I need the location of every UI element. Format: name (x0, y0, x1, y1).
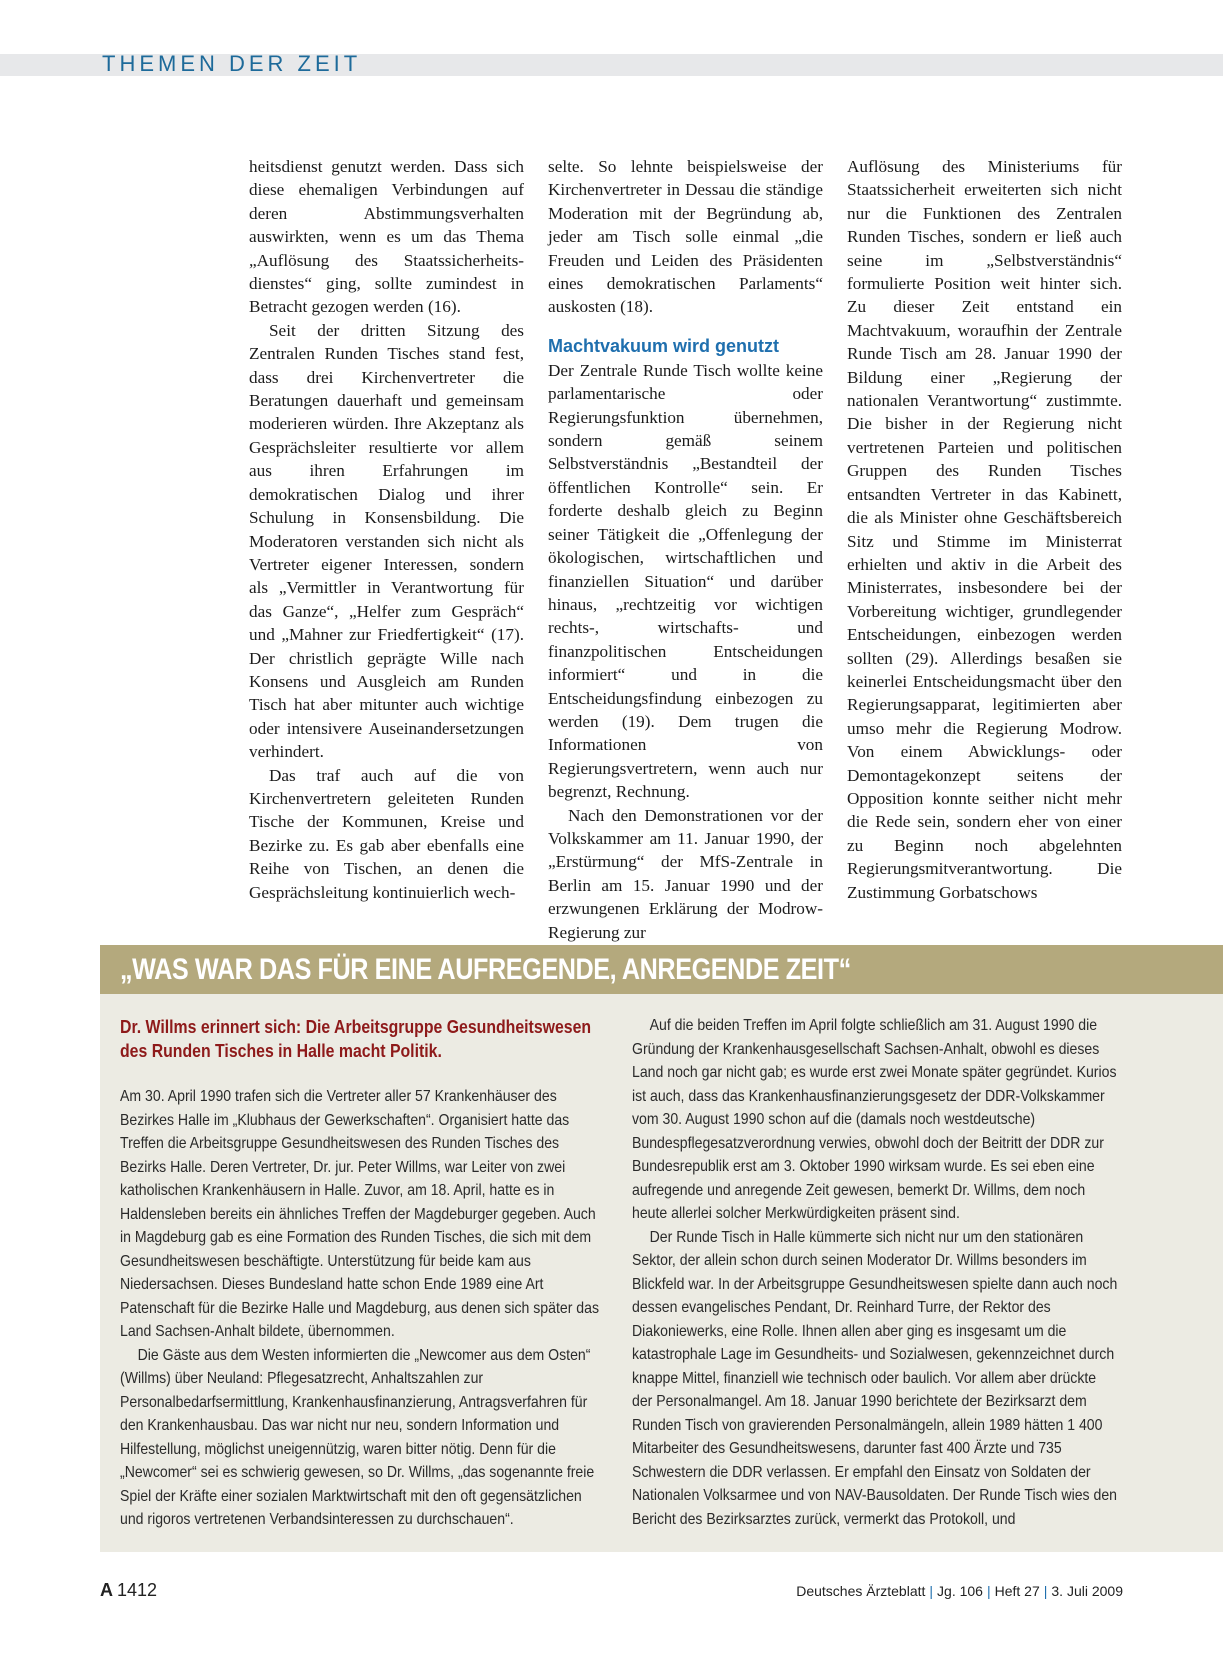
sidebar-paragraph (120, 1085, 608, 1344)
section-label: THEMEN DER ZEIT (102, 51, 362, 76)
article-paragraph: Das traf auch auf die von Kirchenvertretern geleiteten Runden Tische der Kommunen, Kreise und Bezirke zu. Es gab aber ebenfalls eine Reihe von Tischen, an denen die Gesprächsleitung kontinuierlich wech- (249, 765, 524, 902)
page-prefix: A (100, 1580, 113, 1600)
issue-info (796, 1583, 1123, 1599)
sidebar-subtitle (120, 1015, 608, 1063)
sidebar-paragraph-text: Am 30. April 1990 trafen sich die Vertreter aller 57 Krankenhäuser des Bezirkes Halle im „Klubhaus der Gewerkschaften“. Organisiert hatte das Treffen die Arbeitsgruppe Gesundheitswesen des Runden Tisches des Bezirks Halle. Deren Vertreter, Dr. jur. Peter Willms, war Leiter von zwei katholischen Krankenhäusern in Halle. Zuvor, am 18. April, hatte es in Haldensleben bereits ein ähnliches Treffen der Magdeburger gegeben. Auch in Magdeburg gab es eine Formation des Runden Tisches, die sich mit dem Gesundheitswesen beschäftigte. Unterstützung für beide kam aus Niedersachsen. Dieses Bundesland hatte schon Ende 1989 eine Art Patenschaft für die Bezirke Halle und Magdeburg, aus denen sich später das Land Sachsen-Anhalt bildete, übernommen. (120, 1088, 600, 1340)
sidebar-paragraph-text: Auf die beiden Treffen im April folgte schließlich am 31. August 1990 die Gründung der Krankenhausgesellschaft Sachsen-Anhalt, obwohl es dieses Land noch gar nicht gab; es wurde erst zwei Monate später gegründet. Kurios ist auch, dass das Krankenhausfinanzierungsgesetz der DDR-Volkskammer vom 30. August 1990 schon auf die (damals noch westdeutsche) Bundespflegesatzverordnung verwies, obwohl doch der Beitritt der DDR zur Bundesrepublik erst am 3. Oktober 1990 wirksam wurde. Es sei eben eine aufregende und anregende Zeit gewesen, bemerkt Dr. Willms, dem noch heute allerlei solcher Merkwürdigkeiten präsent sind. (632, 1017, 1117, 1222)
sidebar-box-title: „WAS WAR DAS FÜR EINE AUFREGENDE, ANREGENDE ZEIT“ (120, 953, 851, 986)
article-paragraph: Der Zentrale Runde Tisch wollte keine parlamentarische oder Regierungsfunktion übernehmen, sondern gemäß seinem Selbstverständnis „Bestandteil der öffentlichen Kontrolle“ sein. Er forderte deshalb gleich zu Beginn seiner Tätigkeit die „Offenlegung der ökologischen, wirtschaftlichen und finanziellen Situation“ und darüber hinaus, „rechtzeitig vor wichtigen rechts-, wirtschafts- und finanzpolitischen Entscheidungen informiert“ und in die Entscheidungsfindung einbezogen zu werden (19). Dem trugen die Informationen von Regierungsvertretern, wenn auch nur begrenzt, Rechnung. (548, 360, 823, 802)
sidebar-subtitle-text: Dr. Willms erinnert sich: Die Arbeitsgruppe Gesundheitswesen des Runden Tisches in Halle macht Politik. (120, 1017, 592, 1061)
sidebar-paragraph (632, 1014, 1120, 1226)
separator: | (1043, 1583, 1048, 1599)
article-column-2 (548, 155, 823, 944)
sidebar-paragraph-text: Der Runde Tisch in Halle kümmerte sich nicht nur um den stationären Sektor, der allein schon durch seinen Moderator Dr. Willms besonders im Blickfeld war. In der Arbeitsgruppe Gesundheitswesen spielte dann auch noch dessen evangelisches Pendant, Dr. Reinhard Turre, der Rektor des Diakoniewerks, eine Rolle. Ihnen allen aber ging es insgesamt um die katastrophale Lage im Gesundheits- und Sozialwesen, gekennzeichnet durch knappe Mittel, finanziell wie technisch oder baulich. Vor allem aber drückte der Personalmangel. Am 18. Januar 1990 berichtete der Bezirksarzt dem Runden Tisch von gravierenden Personalmängeln, allein 1989 hätten 1 400 Mitarbeiter des Gesundheitswesens, darunter fast 400 Ärzte und 735 Schwestern die DDR verlassen. Er empfahl den Einsatz von Soldaten der Nationalen Volksarmee und von NAV-Bausoldaten. Der Runde Tisch wies den Bericht des Bezirksarztes zurück, vermerkt das Protokoll, und (632, 1228, 1118, 1528)
article-column-3 (847, 155, 1122, 904)
sidebar-paragraph-text: Die Gäste aus dem Westen informierten die „Newcomer aus dem Osten“ (Willms) über Neuland: Pflegesatzrecht, Anhaltszahlen zur Personalbedarfsermittlung, Krankenhausfinanzierung, Antragsverfahren für den Krankenhausbau. Das war nicht nur neu, sondern Information und Hilfestellung, möglichst uneigennützig, waren bitter nötig. Denn für die „Newcomer“ sei es schwierig gewesen, so Dr. Willms, „das sogenannte freie Spiel der Kräfte einer sozialen Marktwirtschaft mit den oft gegensätzlichen und rigoros vertretenen Verbandsinteressen zu durchschauen“. (120, 1346, 595, 1528)
sidebar-column-2 (632, 1014, 1120, 1531)
article-paragraph: Auflösung des Ministeriums für Staatssicherheit erweiterten sich nicht nur die Funktionen des Zentralen Runden Tisches, sondern er ließ auch seine im „Selbstverständnis“ formulierte Position weit hinter sich. Zu dieser Zeit entstand ein Machtvakuum, woraufhin der Zentrale Runde Tisch am 28. Januar 1990 der Bildung einer „Regierung der nationalen Verantwortung“ zustimmte. Die bisher in der Regierung nicht vertretenen Parteien und politischen Gruppen des Runden Tisches entsandten Vertreter in das Kabinett, die als Minister ohne Geschäftsbereich Sitz und Stimme im Ministerrat erhielten und aktiv in die Arbeit des Ministerrates, insbesondere bei der Vorbereitung wichtiger, grundlegender Entscheidungen, einbezogen werden sollten (29). Allerdings besaßen sie keinerlei Entscheidungsmacht über den Regierungsapparat, legitimierten aber umso mehr die Regierung Modrow. Von einem Abwicklungs- oder Demontagekonzept seitens der Opposition konnte seither nicht mehr die Rede sein, sondern eher von einer zu Beginn noch abgelehnten Regierungsmitverantwortung. Die Zustimmung Gorbatschows (847, 157, 1122, 902)
sidebar-paragraph (120, 1344, 608, 1532)
volume: Jg. 106 (937, 1583, 983, 1599)
page-number-value: 1412 (117, 1580, 158, 1600)
article-subheading: Machtvakuum wird genutzt (548, 335, 780, 356)
issue-date: 3. Juli 2009 (1051, 1583, 1123, 1599)
issue: Heft 27 (994, 1583, 1040, 1599)
sidebar-column-1 (120, 1015, 608, 1532)
page-number (100, 1580, 157, 1601)
sidebar-paragraph (632, 1226, 1120, 1532)
article-column-1 (249, 155, 524, 904)
article-paragraph: selte. So lehnte beispielsweise der Kirchenvertreter in Dessau die ständige Moderation mit der Begründung ab, jeder am Tisch solle einmal „die Freuden und Leiden des Präsidenten eines demokratischen Parlaments“ auskosten (18). (548, 157, 823, 317)
article-paragraph: heitsdienst genutzt werden. Dass sich diese ehemaligen Verbindungen auf deren Abstimmungsverhalten auswirkten, wenn es um das Thema „Auflösung des Staatssicherheits-dienstes“ ging, sollte zumindest in Betracht gezogen werden (16). (249, 157, 524, 317)
article-paragraph: Nach den Demonstrationen vor der Volkskammer am 11. Januar 1990, der „Erstürmung“ der MfS-Zentrale in Berlin am 15. Januar 1990 und der erzwungenen Erklärung der Modrow-Regierung zur (548, 805, 823, 942)
separator: | (986, 1583, 991, 1599)
journal-name: Deutsches Ärzteblatt (796, 1583, 926, 1599)
article-paragraph: Seit der dritten Sitzung des Zentralen Runden Tisches stand fest, dass drei Kirchenvertreter die Beratungen dauerhaft und gemeinsam moderieren würden. Ihre Akzeptanz als Gesprächsleiter resultierte vor allem aus ihren Erfahrungen im demokratischen Dialog und ihrer Schulung in Konsensbildung. Die Moderatoren verstanden sich nicht als Vertreter eigener Interessen, sondern als „Vermittler in Verantwortung für das Ganze“, „Helfer zum Gespräch“ und „Mahner zur Friedfertigkeit“ (17). Der christlich geprägte Wille nach Konsens und Ausgleich am Runden Tisch hat aber mitunter auch wichtige oder intensivere Auseinandersetzungen verhindert. (249, 320, 524, 762)
separator: | (929, 1583, 934, 1599)
